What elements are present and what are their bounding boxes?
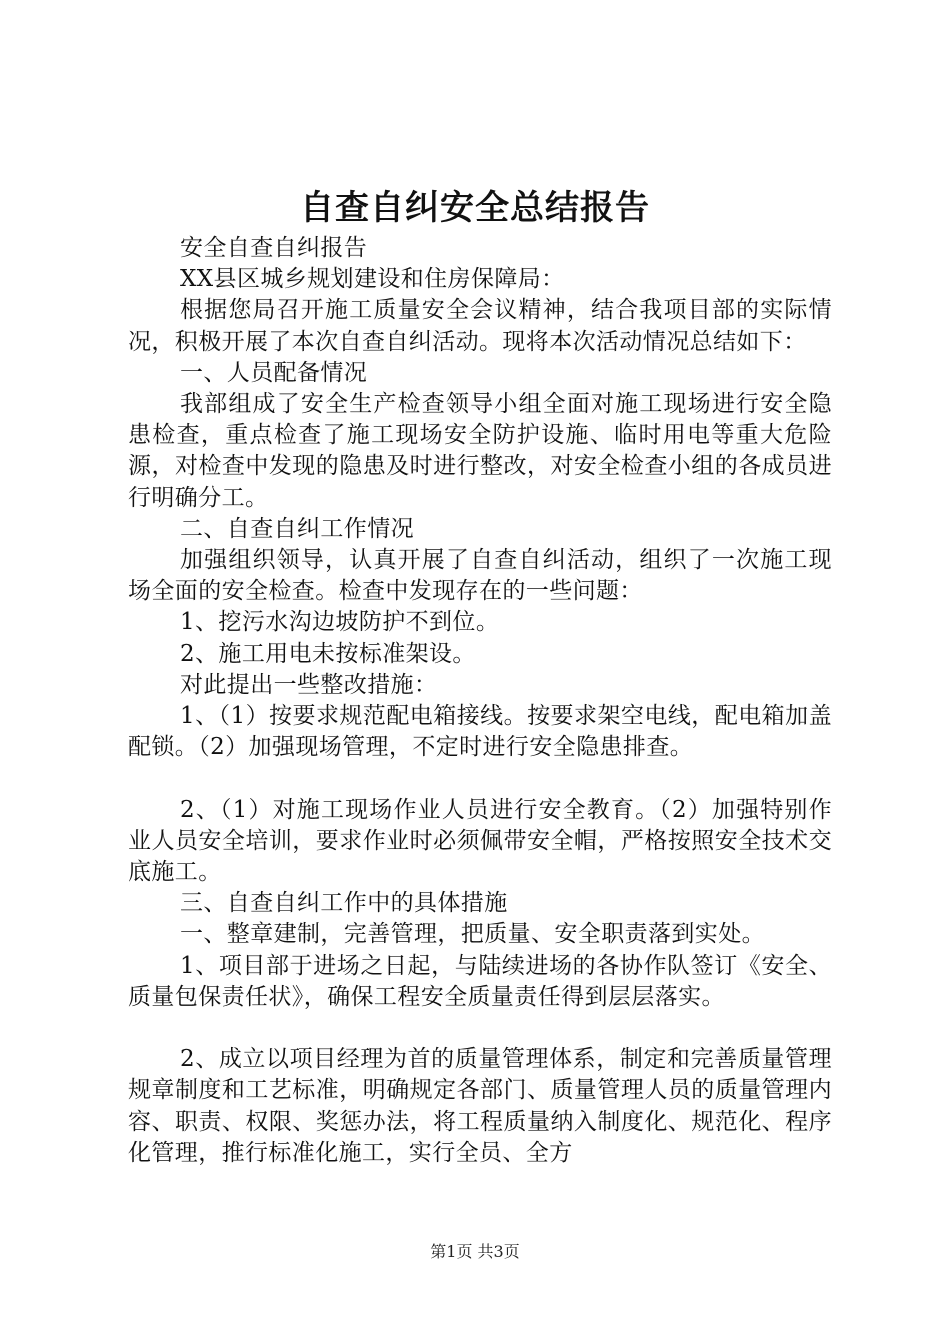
page-number-footer: 第1页 共3页 [430, 1242, 520, 1261]
section-heading-self-check: 二、自查自纠工作情况 [180, 515, 414, 542]
paragraph-report-heading: 安全自查自纠报告 [180, 235, 368, 261]
section-heading-staffing: 一、人员配备情况 [180, 359, 368, 386]
paragraph-staffing: 我部组成了安全生产检查领导小组全面对施工现场进行安全隐患检查，重点检查了施工现场安全防护设施、临时用电等重大危险源，对检查中发现的隐患及时进行整改，对安全检查小组的各成员进行明确分工。 [128, 391, 832, 511]
paragraph-issue-2: 2、施工用电未按标准架设。 [180, 640, 476, 667]
paragraph-measure-2: 2、（1）对施工现场作业人员进行安全教育。（2）加强特别作业人员安全培训，要求作业时必须佩带安全帽，严格按照安全技术交底施工。 [128, 796, 832, 886]
paragraph-measures-intro: 对此提出一些整改措施： [180, 671, 438, 698]
paragraph-intro: 根据您局召开施工质量安全会议精神，结合我项目部的实际情况，积极开展了本次自查自纠活动。现将本次活动情况总结如下： [128, 297, 832, 355]
paragraph-rules-1: 1、项目部于进场之日起，与陆续进场的各协作队签订《安全、质量包保责任状》，确保工程安全质量责任得到层层落实。 [128, 952, 832, 1010]
section-heading-specific-measures: 三、自查自纠工作中的具体措施 [180, 890, 508, 917]
paragraph-rules-2: 2、成立以项目经理为首的质量管理体系，制定和完善质量管理规章制度和工艺标准，明确规定各部门、质量管理人员的质量管理内容、职责、权限、奖惩办法，将工程质量纳入制度化、规范化、程序化管理，推行标准化施工，实行全员、全方 [128, 1046, 832, 1166]
document-title: 自查自纠安全总结报告 [300, 188, 650, 228]
paragraph-self-check: 加强组织领导，认真开展了自查自纠活动，组织了一次施工现场全面的安全检查。检查中发现存在的一些问题： [128, 547, 832, 605]
paragraph-measure-1: 1、（1）按要求规范配电箱接线。按要求架空电线，配电箱加盖配锁。（2）加强现场管理，不定时进行安全隐患排查。 [128, 703, 832, 761]
paragraph-issue-1: 1、挖污水沟边坡防护不到位。 [180, 609, 500, 636]
paragraph-addressee: XX县区城乡规划建设和住房保障局： [180, 266, 565, 293]
paragraph-subheading-rules: 一、整章建制，完善管理，把质量、安全职责落到实处。 [180, 921, 765, 948]
document-body [128, 233, 832, 1169]
